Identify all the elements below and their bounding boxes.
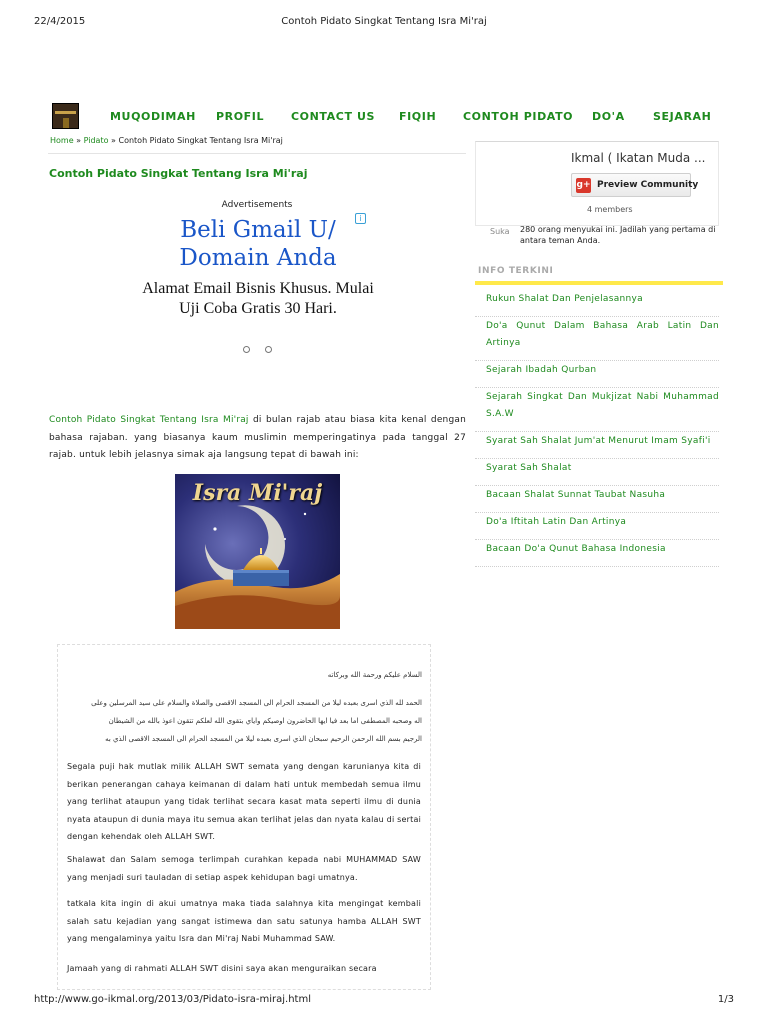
info-list-item[interactable]: Sejarah Singkat Dan Mukjizat Nabi Muhammad S.A.W — [475, 388, 719, 432]
community-name[interactable]: Ikmal ( Ikatan Muda ... — [571, 151, 706, 165]
divider — [48, 153, 466, 154]
nav-item-profil[interactable]: PROFIL — [216, 110, 265, 123]
breadcrumb-category-link[interactable]: Pidato — [83, 136, 109, 145]
speech-paragraph: tatkala kita ingin di akui umatnya maka tiada salahnya kita mengingat kembali salah satu kejadian yang sangat istimewa dan satu satunya hamba ALLAH SWT yang mengalaminya yaitu Isra dan Mi'raj Nabi Muhammad SAW. — [67, 899, 421, 944]
speech-paragraph: Shalawat dan Salam semoga terlimpah curahkan kepada nabi MUHAMMAD SAW yang menjadi suri tauladan di setiap aspek kehidupan bagi umatnya. — [67, 855, 421, 882]
members-count: 4 members — [587, 205, 633, 214]
nav-item-sejarah[interactable]: SEJARAH — [653, 110, 712, 123]
info-list-item[interactable]: Bacaan Shalat Sunnat Taubat Nasuha — [475, 486, 719, 513]
info-list-item[interactable]: Bacaan Do'a Qunut Bahasa Indonesia — [475, 540, 719, 567]
nav-item-fiqih[interactable]: FIQIH — [399, 110, 437, 123]
nav-item-muqodimah[interactable]: MUQODIMAH — [110, 110, 196, 123]
ad-headline-link[interactable]: Beli Gmail U/ Domain Anda — [179, 217, 337, 271]
print-header — [0, 16, 768, 32]
likes-count-text: 280 orang menyukai ini. Jadilah yang pertama di antara teman Anda. — [520, 225, 716, 245]
print-date: 22/4/2015 — [34, 16, 86, 27]
info-list-item[interactable]: Do'a Iftitah Latin Dan Artinya — [475, 513, 719, 540]
like-button[interactable]: Suka — [490, 227, 510, 236]
google-plus-icon: g+ — [576, 178, 591, 193]
preview-community-button[interactable] — [571, 173, 699, 197]
isra-miraj-image — [175, 474, 340, 629]
intro-link[interactable]: Contoh Pidato Singkat Tentang Isra Mi'raj — [49, 415, 249, 425]
breadcrumb-separator: » — [73, 136, 84, 145]
info-list-item[interactable]: Rukun Shalat Dan Penjelasannya — [475, 290, 719, 317]
print-url: http://www.go-ikmal.org/2013/03/Pidato-isra-miraj.html — [34, 994, 311, 1005]
speech-paragraph: Segala puji hak mutlak milik ALLAH SWT semata yang dengan karunianya kita di berikan penerangan cahaya keimanan di dalam hati untuk membedah semua ilmu yang terlihat ataupun yang tidak terlihat secara kasat mata seperti ilmu di dunia nyata ataupun di dunia maya itu semua akan terlihat jelas dan nyata kalau di sertai dengan kehendak oleh ALLAH SWT. — [67, 762, 421, 842]
breadcrumb-home-link[interactable]: Home — [50, 136, 74, 145]
nav-item-doa[interactable]: DO'A — [592, 110, 625, 123]
breadcrumb — [50, 136, 283, 145]
main-nav — [52, 100, 718, 132]
carousel-dot[interactable] — [243, 346, 250, 353]
ad-carousel-dots — [243, 346, 277, 355]
arabic-text-line: الرجيم بسم الله الرحمن الرحيم سبحان الذي اسرى بعبده ليلا من المسجد الحرام الى المسجد الاقصى الذي به — [105, 735, 422, 743]
info-list-item[interactable]: Do'a Qunut Dalam Bahasa Arab Latin Dan Artinya — [475, 317, 719, 361]
info-list-item[interactable]: Sejarah Ibadah Qurban — [475, 361, 719, 388]
arabic-text-line: الحمد لله الذي اسرى بعبده ليلا من المسجد الحرام الى المسجد الاقصى والصلاة والسلام على سيد المرسلين وعلى — [91, 699, 422, 707]
nav-item-contoh-pidato[interactable]: CONTOH PIDATO — [463, 110, 574, 123]
info-list-item[interactable]: Syarat Sah Shalat Jum'at Menurut Imam Syafi'i — [475, 432, 719, 459]
speech-paragraph: Jamaah yang di rahmati ALLAH SWT disini saya akan menguraikan secara — [67, 964, 377, 973]
info-list-item[interactable]: Syarat Sah Shalat — [475, 459, 719, 486]
nav-item-contact-us[interactable]: CONTACT US — [291, 110, 376, 123]
info-terkini-heading: INFO TERKINI — [478, 266, 554, 276]
ad-body-text[interactable]: Alamat Email Bisnis Khusus. Mulai Uji Coba Gratis 30 Hari. — [142, 280, 374, 317]
breadcrumb-separator: » — [108, 136, 119, 145]
info-terkini-list — [475, 290, 719, 567]
arabic-text-line: اله وصحبه المصطفى اما بعد فيا ايها الحاضرون اوصيكم واياي بتقوى الله لعلكم تتقون اعوذ بالله من الشيطان — [108, 717, 422, 725]
preview-community-label: Preview Community — [597, 180, 699, 190]
print-page-number: 1/3 — [717, 994, 734, 1005]
print-footer — [0, 994, 768, 1010]
intro-paragraph — [49, 412, 466, 465]
intro-text: di bulan rajab atau biasa kita kenal dengan bahasa rajaban. yang biasanya kaum muslimin memperingatinya pada tanggal 27 rajab. untuk lebih jelasnya simak aja langsung tepat di bawah ini: — [49, 415, 466, 460]
image-caption: Isra Mi'raj — [192, 480, 323, 506]
ad-info-icon[interactable]: i — [355, 213, 366, 224]
breadcrumb-current: Contoh Pidato Singkat Tentang Isra Mi'raj — [118, 136, 283, 145]
carousel-dot[interactable] — [265, 346, 272, 353]
print-title: Contoh Pidato Singkat Tentang Isra Mi'raj — [281, 16, 487, 27]
kaaba-logo-icon[interactable] — [52, 103, 79, 129]
advertisements-label: Advertisements — [221, 200, 293, 210]
arabic-greeting: السلام عليكم ورحمة الله وبركاته — [327, 671, 422, 679]
post-title[interactable]: Contoh Pidato Singkat Tentang Isra Mi'raj — [49, 167, 308, 180]
info-heading-bar — [475, 281, 723, 285]
